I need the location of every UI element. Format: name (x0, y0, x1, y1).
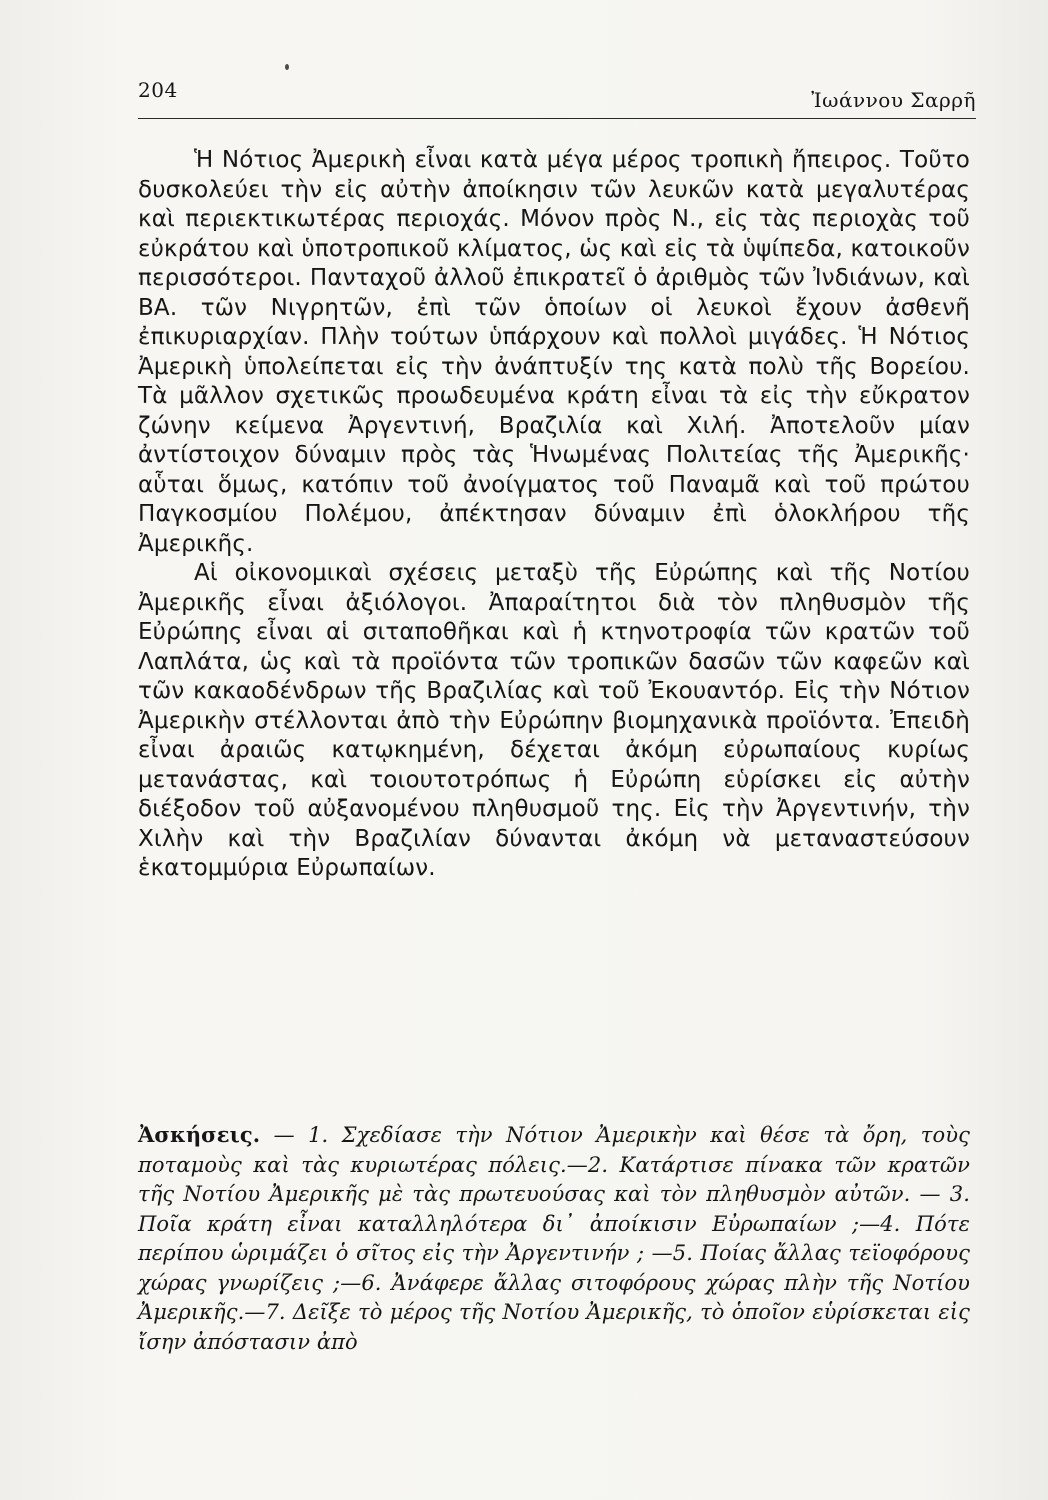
exercises-text: — 1. Σχεδίασε τὴν Νότιον Ἀμερικὴν καὶ θέσε τὰ ὄρη, τοὺς ποταμοὺς καὶ τὰς κυριωτέρας πόλεις.—2. Κατάρτισε πίνακα τῶν κρατῶν τῆς Νοτίου Ἀμερικῆς μὲ τὰς πρωτευούσας καὶ τὸν πληθυσμὸν αὐτῶν. — 3. Ποῖα κράτη εἶναι καταλληλότερα δι᾽ ἀποίκισιν Εὐρωπαίων ;—4. Πότε περίπου ὡριμάζει ὁ σῖτος εἰς τὴν Ἀργεντινήν ; —5. Ποίας ἄλλας τεϊοφόρους χώρας γνωρίζεις ;—6. Ἀνάφερε ἄλλας σιτοφόρους χώρας πλὴν τῆς Νοτίου Ἀμερικῆς.—7. Δεῖξε τὸ μέρος τῆς Νοτίου Ἀμερικῆς, τὸ ὁποῖον εὑρίσκεται εἰς ἴσην ἀπόστασιν ἀπὸ (138, 1123, 970, 1354)
page-number: 204 (138, 78, 178, 102)
body-paragraph-1: Ἡ Νότιος Ἀμερικὴ εἶναι κατὰ μέγα μέρος τροπικὴ ἤπειρος. Τοῦτο δυσκολεύει τὴν εἰς αὐτὴν ἀποίκησιν τῶν λευκῶν κατὰ μεγαλυτέρας καὶ περιεκτικωτέρας περιοχάς. Μόνον πρὸς Ν., εἰς τὰς περιοχὰς τοῦ εὐκράτου καὶ ὑποτροπικοῦ κλίματος, ὡς καὶ εἰς τὰ ὑψίπεδα, κατοικοῦν περισσότεροι. Πανταχοῦ ἀλλοῦ ἐπικρατεῖ ὁ ἀριθμὸς τῶν Ἰνδιάνων, καὶ ΒΑ. τῶν Νιγρητῶν, ἐπὶ τῶν ὁποίων οἱ λευκοὶ ἔχουν ἀσθενῆ ἐπικυριαρχίαν. Πλὴν τούτων ὑπάρχουν καὶ πολλοὶ μιγάδες. Ἡ Νότιος Ἀμερικὴ ὑπολείπεται εἰς τὴν ἀνάπτυξίν της κατὰ πολὺ τῆς Βορείου. Τὰ μᾶλλον σχετικῶς προωδευμένα κράτη εἶναι τὰ εἰς τὴν εὔκρατον ζώνην κείμενα Ἀργεντινή, Βραζιλία καὶ Χιλή. Ἀποτελοῦν μίαν ἀντίστοιχον δύναμιν πρὸς τὰς Ἡνωμένας Πολιτείας τῆς Ἀμερικῆς· αὗται ὅμως, κατόπιν τοῦ ἀνοίγματος τοῦ Παναμᾶ καὶ τοῦ πρώτου Παγκοσμίου Πολέμου, ἀπέκτησαν δύναμιν ἐπὶ ὁλοκλήρου τῆς Ἀμερικῆς. (138, 147, 970, 557)
running-head: Ἰωάννου Σαρρῆ (811, 88, 976, 112)
page-header (138, 78, 976, 119)
exercises-label: Ἀσκήσεις. (138, 1122, 261, 1147)
body-paragraph-2: Αἱ οἰκονομικαὶ σχέσεις μεταξὺ τῆς Εὐρώπης καὶ τῆς Νοτίου Ἀμερικῆς εἶναι ἀξιόλογοι. Ἀπαραίτητοι διὰ τὸν πληθυσμὸν τῆς Εὐρώπης εἶναι αἱ σιταποθῆκαι καὶ ἡ κτηνοτροφία τῶν κρατῶν τοῦ Λαπλάτα, ὡς καὶ τὰ προϊόντα τῶν τροπικῶν δασῶν τῶν καφεῶν καὶ τῶν κακαοδένδρων τῆς Βραζιλίας καὶ τοῦ Ἐκουαντόρ. Εἰς τὴν Νότιον Ἀμερικὴν στέλλονται ἀπὸ τὴν Εὐρώπην βιομηχανικὰ προϊόντα. Ἐπειδὴ εἶναι ἀραιῶς κατῳκημένη, δέχεται ἀκόμη εὐρωπαίους κυρίως μετανάστας, καὶ τοιουτοτρόπως ἡ Εὐρώπη εὑρίσκει εἰς αὐτὴν διέξοδον τοῦ αὐξανομένου πληθυσμοῦ της. Εἰς τὴν Ἀργεντινήν, τὴν Χιλὴν καὶ τὴν Βραζιλίαν δύνανται ἀκόμη νὰ μεταναστεύσουν ἑκατομμύρια Εὐρωπαίων. (138, 560, 970, 881)
exercises-section (138, 1120, 970, 1357)
main-text (138, 146, 970, 884)
print-speck (285, 64, 289, 70)
